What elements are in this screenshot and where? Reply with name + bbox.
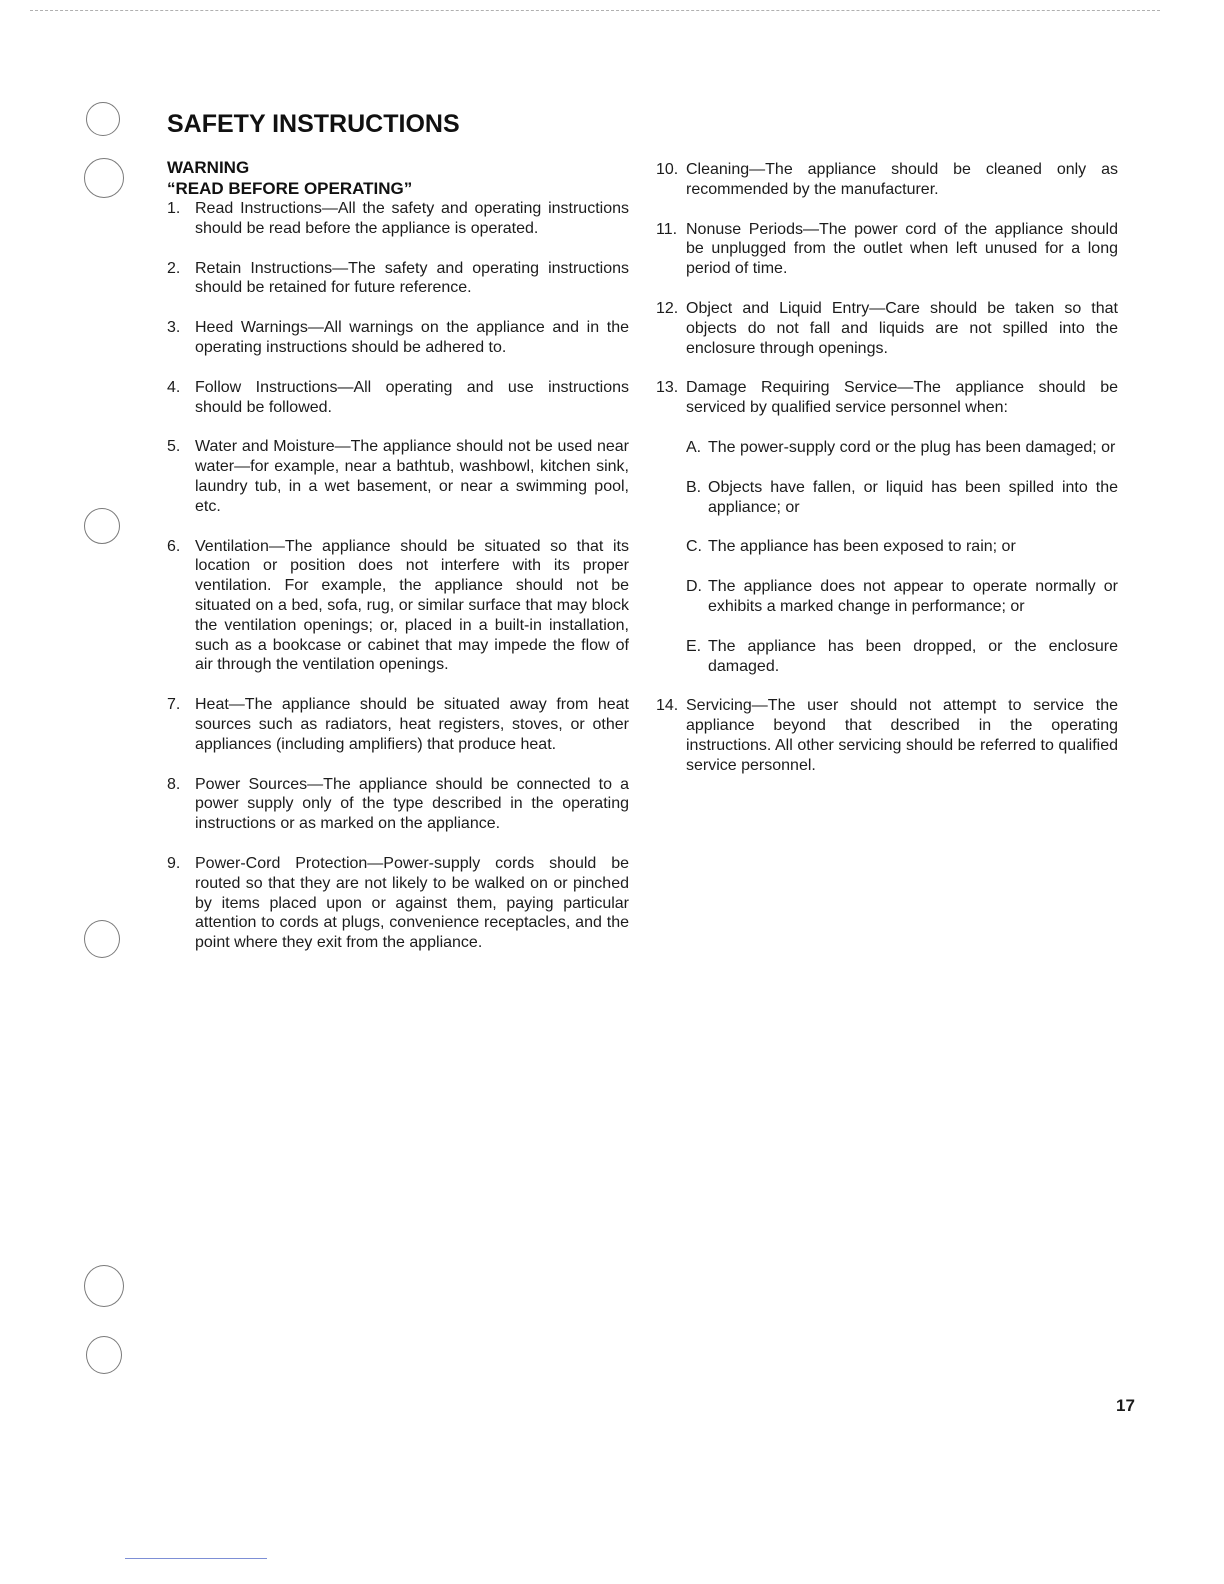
instruction-item	[167, 259, 629, 299]
condition-text: The power-supply cord or the plug has been damaged; or	[708, 438, 1116, 456]
condition-letter: D.	[686, 578, 702, 596]
condition-letter: C.	[686, 538, 702, 556]
instruction-item	[656, 378, 1118, 418]
damage-condition-item	[686, 577, 1118, 617]
item-text: Ventilation—The appliance should be situated so that its location or position does not interfere with its proper ventilation. For example, the appliance should not be situated on a bed, sofa, rug, or similar surface that may block the ventilation openings; or, placed in a built-in installation, such as a bookcase or cabinet that may impede the flow of air through the ventilation openings.	[195, 537, 629, 674]
item-text: Servicing—The user should not attempt to service the appliance beyond that described in the operating instructions. All other servicing should be referred to qualified service personnel.	[686, 697, 1118, 774]
binding-hole	[84, 158, 124, 198]
condition-letter: B.	[686, 478, 702, 496]
right-column	[656, 160, 1118, 776]
item-number: 9.	[167, 854, 181, 872]
condition-letter: A.	[686, 438, 702, 456]
right-instruction-list	[656, 160, 1118, 776]
instruction-item	[656, 299, 1118, 358]
instruction-item	[167, 537, 629, 676]
item-text: Cleaning—The appliance should be cleaned only as recommended by the manufacturer.	[686, 161, 1118, 198]
item-number: 8.	[167, 775, 181, 793]
item-number: 7.	[167, 696, 181, 714]
condition-text: The appliance has been dropped, or the enclosure damaged.	[708, 637, 1118, 675]
condition-text: The appliance does not appear to operate normally or exhibits a marked change in performance; or	[708, 578, 1118, 615]
left-instruction-list	[167, 199, 629, 953]
condition-text: The appliance has been exposed to rain; or	[708, 538, 1016, 556]
item-text: Read Instructions—All the safety and operating instructions should be read before the appliance is operated.	[195, 200, 629, 237]
warning-subheading: “READ BEFORE OPERATING”	[167, 179, 413, 198]
item-number: 10.	[656, 161, 679, 178]
instruction-item	[167, 775, 629, 834]
item-text: Heed Warnings—All warnings on the appliance and in the operating instructions should be adhered to.	[195, 319, 629, 356]
item-text: Power Sources—The appliance should be connected to a power supply only of the type described in the operating instructions or as marked on the appliance.	[195, 775, 629, 833]
item-number: 1.	[167, 200, 181, 217]
instruction-item	[656, 696, 1118, 775]
damage-condition-item	[686, 438, 1118, 458]
instruction-item	[167, 437, 629, 516]
binding-hole	[84, 508, 120, 544]
instruction-item	[167, 378, 629, 418]
warning-heading: WARNING	[167, 158, 250, 177]
left-column	[167, 157, 629, 953]
item-number: 4.	[167, 378, 181, 396]
item-text: Damage Requiring Service—The appliance should be serviced by qualified service personnel when:	[686, 379, 1118, 417]
instruction-item	[656, 160, 1118, 200]
item-text: Heat—The appliance should be situated away from heat sources such as radiators, heat registers, stoves, or other appliances (including amplifiers) that produce heat.	[195, 696, 629, 753]
item-number: 14.	[656, 697, 679, 715]
instruction-item	[656, 220, 1118, 279]
scan-edge-bottom	[125, 1558, 267, 1559]
item-text: Power-Cord Protection—Power-supply cords should be routed so that they are not likely to be walked on or pinched by items placed upon or against them, paying particular attention to cords at plugs, convenience receptacles, and the point where they exit from the appliance.	[195, 854, 629, 952]
item-number: 12.	[656, 299, 679, 317]
instruction-item	[167, 199, 629, 239]
page-title: SAFETY INSTRUCTIONS	[167, 110, 460, 138]
item-number: 6.	[167, 537, 181, 555]
condition-letter: E.	[686, 637, 702, 655]
instruction-item	[167, 695, 629, 754]
item-text: Retain Instructions—The safety and operating instructions should be retained for future reference.	[195, 259, 629, 297]
item-number: 2.	[167, 259, 181, 277]
item-number: 13.	[656, 379, 679, 397]
item-text: Follow Instructions—All operating and use instructions should be followed.	[195, 378, 629, 416]
damage-conditions	[656, 438, 1118, 676]
item-text: Water and Moisture—The appliance should not be used near water—for example, near a bathtub, washbowl, kitchen sink, laundry tub, in a wet basement, or near a swimming pool, etc.	[195, 438, 629, 515]
item-number: 3.	[167, 319, 181, 337]
binding-hole	[86, 1336, 122, 1374]
scan-edge-top	[30, 10, 1160, 11]
instruction-item	[167, 318, 629, 358]
condition-text: Objects have fallen, or liquid has been spilled into the appliance; or	[708, 478, 1118, 516]
binding-hole	[86, 102, 120, 136]
binding-hole	[84, 1265, 124, 1307]
damage-condition-item	[686, 478, 1118, 518]
item-text: Object and Liquid Entry—Care should be taken so that objects do not fall and liquids are not spilled into the enclosure through openings.	[686, 299, 1118, 357]
item-number: 5.	[167, 438, 181, 456]
damage-condition-item	[686, 637, 1118, 677]
item-text: Nonuse Periods—The power cord of the appliance should be unplugged from the outlet when left unused for a long period of time.	[686, 220, 1118, 278]
instruction-item	[167, 854, 629, 953]
binding-hole	[84, 920, 120, 958]
damage-condition-item	[686, 537, 1118, 557]
page-number: 17	[1116, 1396, 1135, 1415]
item-number: 11.	[656, 220, 678, 238]
